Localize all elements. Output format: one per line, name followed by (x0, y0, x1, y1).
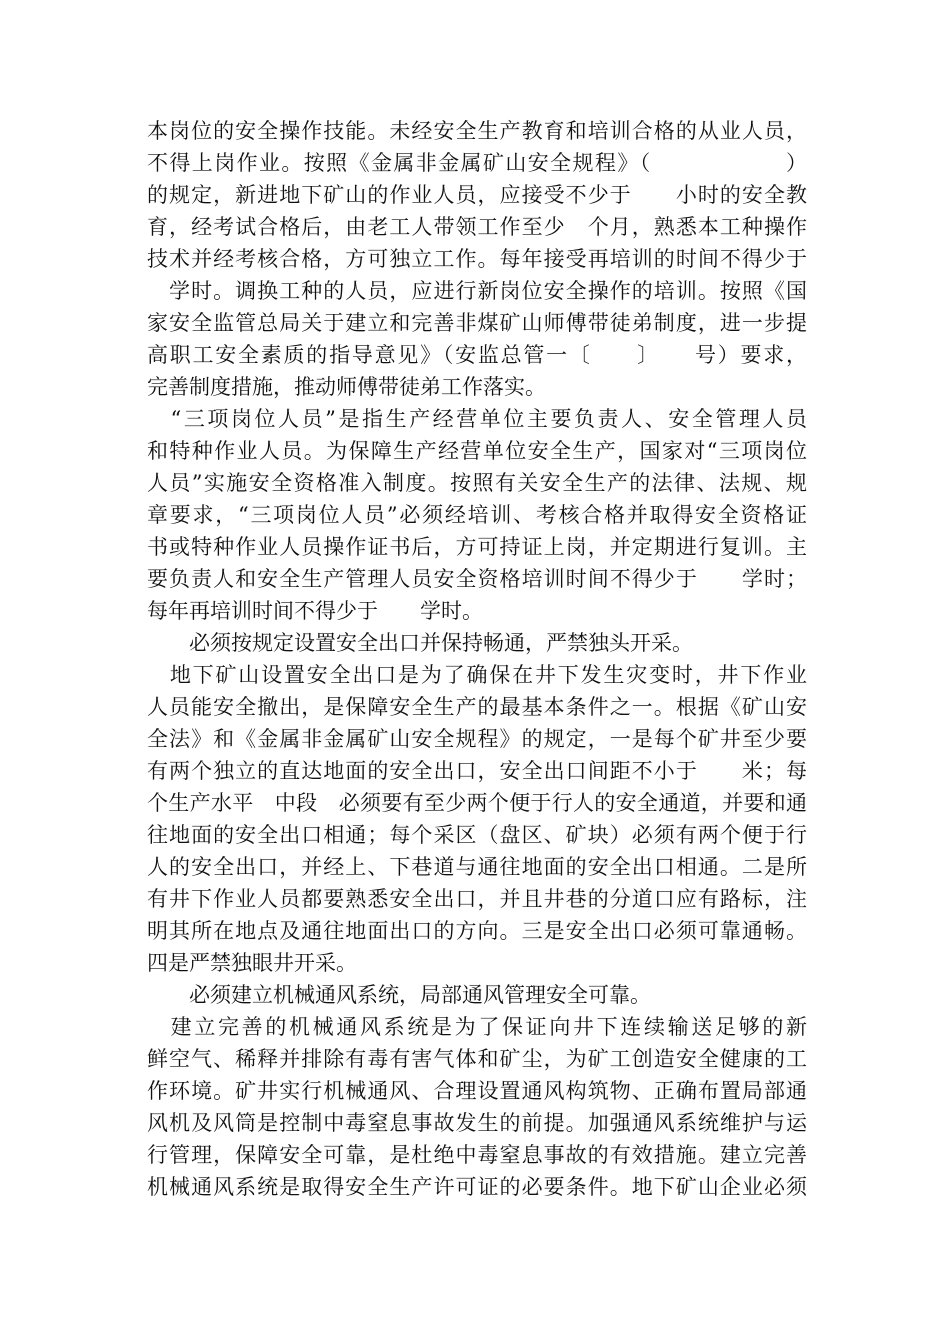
text-line: 人的安全出口，并经上、下巷道与通往地面的安全出口相通。二是所 (147, 855, 807, 879)
text-line: 育，经考试合格后，由老工人带领工作至少 个月，熟悉本工种操作 (147, 215, 807, 239)
text-line: 机械通风系统是取得安全生产许可证的必要条件。地下矿山企业必须 (147, 1175, 807, 1199)
text-line: “三项岗位人员”是指生产经营单位主要负责人、安全管理人员 (147, 407, 807, 431)
text-line: 风机及风筒是控制中毒窒息事故发生的前提。加强通风系统维护与运 (147, 1111, 807, 1135)
text-line: 有两个独立的直达地面的安全出口，安全出口间距不小于 米；每 (147, 759, 807, 783)
text-line: 完善制度措施，推动师傅带徒弟工作落实。 (147, 375, 546, 399)
text-line: 技术并经考核合格，方可独立工作。每年接受再培训的时间不得少于 (147, 247, 807, 271)
text-line: 往地面的安全出口相通；每个采区（盘区、矿块）必须有两个便于行 (147, 823, 807, 847)
text-line: 高职工安全素质的指导意见》（安监总管一〔 〕 号）要求， (147, 343, 807, 367)
text-line: 个生产水平 中段 必须要有至少两个便于行人的安全通道，并要和通 (147, 791, 807, 815)
text-line: 有井下作业人员都要熟悉安全出口，并且井巷的分道口应有路标，注 (147, 887, 807, 911)
text-line: 的规定，新进地下矿山的作业人员，应接受不少于 小时的安全教 (147, 183, 807, 207)
text-line: 作环境。矿井实行机械通风、合理设置通风构筑物、正确布置局部通 (147, 1079, 807, 1103)
text-line: 本岗位的安全操作技能。未经安全生产教育和培训合格的从业人员， (147, 119, 807, 143)
text-line: 建立完善的机械通风系统是为了保证向井下连续输送足够的新 (147, 1015, 807, 1039)
text-line: 四是严禁独眼井开采。 (147, 951, 357, 975)
text-line: 人员能安全撤出，是保障安全生产的最基本条件之一。根据《矿山安 (147, 695, 807, 719)
text-line: 行管理，保障安全可靠，是杜绝中毒窒息事故的有效措施。建立完善 (147, 1143, 807, 1167)
text-line: 明其所在地点及通往地面出口的方向。三是安全出口必须可靠通畅。 (147, 919, 807, 943)
text-line: 家安全监管总局关于建立和完善非煤矿山师傅带徒弟制度，进一步提 (147, 311, 807, 335)
text-line: 地下矿山设置安全出口是为了确保在井下发生灾变时，井下作业 (147, 663, 807, 687)
text-line: 每年再培训时间不得少于 学时。 (147, 599, 483, 623)
text-line: 和特种作业人员。为保障生产经营单位安全生产，国家对“三项岗位 (147, 439, 807, 463)
text-line: 章要求，“三项岗位人员”必须经培训、考核合格并取得安全资格证 (147, 503, 807, 527)
text-line: 书或特种作业人员操作证书后，方可持证上岗，并定期进行复训。主 (147, 535, 807, 559)
text-line: 鲜空气、稀释并排除有毒有害气体和矿尘，为矿工创造安全健康的工 (147, 1047, 807, 1071)
text-line: 必须按规定设置安全出口并保持畅通，严禁独头开采。 (147, 631, 693, 655)
text-line: 必须建立机械通风系统，局部通风管理安全可靠。 (147, 983, 651, 1007)
text-line: 不得上岗作业。按照《金属非金属矿山安全规程》（ ） (147, 151, 807, 175)
text-line: 学时。调换工种的人员，应进行新岗位安全操作的培训。按照《国 (147, 279, 807, 303)
text-line: 人员”实施安全资格准入制度。按照有关安全生产的法律、法规、规 (147, 471, 807, 495)
text-line: 要负责人和安全生产管理人员安全资格培训时间不得少于 学时； (147, 567, 807, 591)
text-line: 全法》和《金属非金属矿山安全规程》的规定，一是每个矿井至少要 (147, 727, 807, 751)
